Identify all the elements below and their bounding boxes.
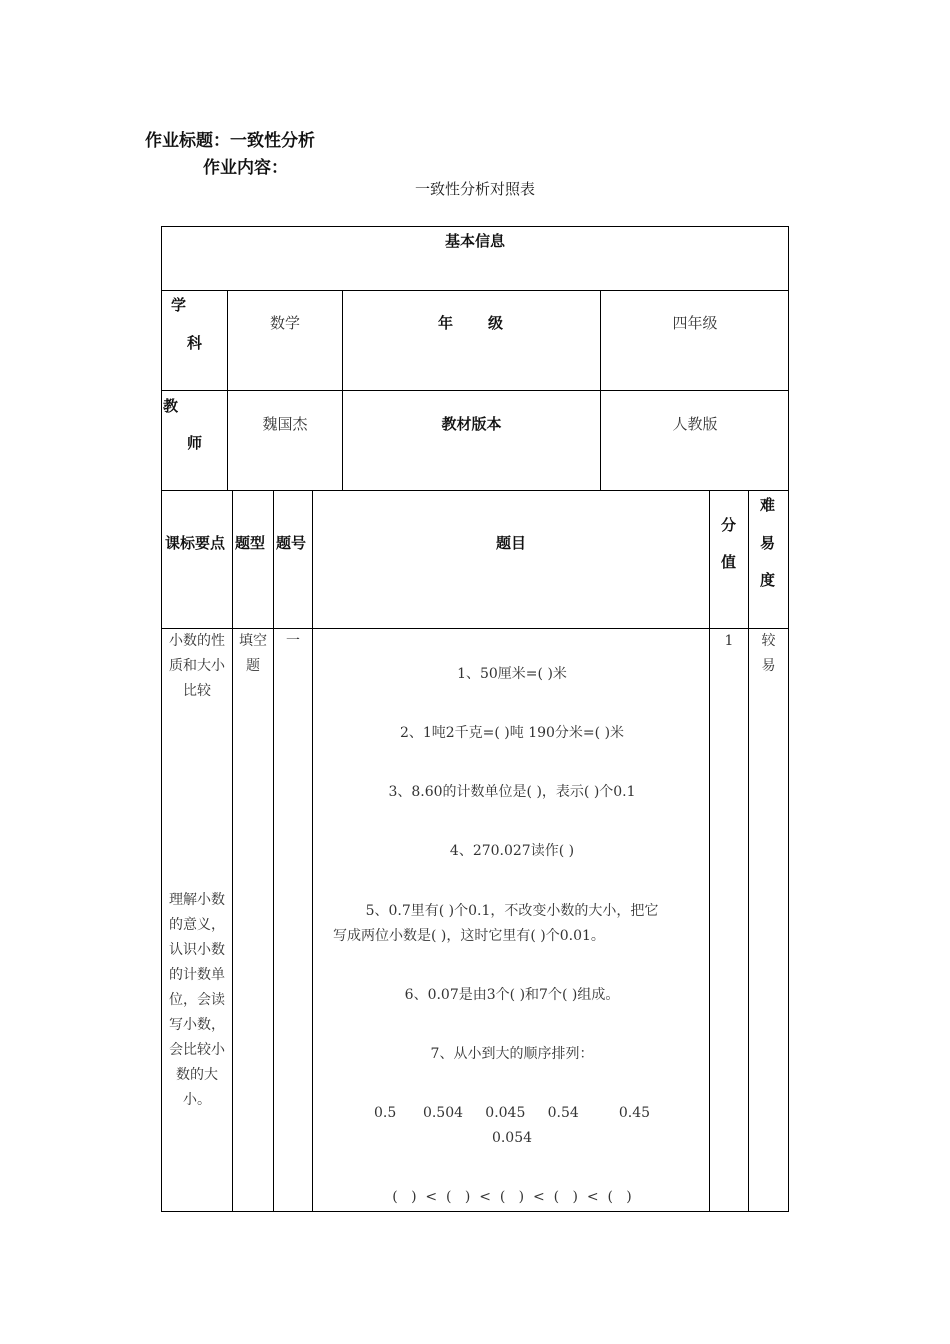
standard-point-a-line: 比较 (183, 683, 211, 699)
difficulty-line: 较 (761, 633, 776, 649)
question-type-line: 题 (246, 658, 260, 674)
score-value: 1 (724, 633, 734, 649)
question-item: 4、270.027读作( ) (449, 843, 575, 859)
standard-point-b (162, 888, 232, 1113)
standard-point-b-line: 的计数单 (169, 967, 225, 983)
col-divider-1 (232, 490, 233, 1212)
border-row2 (161, 390, 789, 391)
question-type-line: 填空 (239, 633, 267, 649)
standard-point-b-line: 写小数， (169, 1017, 225, 1033)
border-row1 (161, 290, 789, 291)
question-item: 5、0.7里有( )个0.1，不改变小数的大小，把它 (365, 903, 659, 919)
col-divider-2 (273, 490, 274, 1212)
basic-info-heading: 基本信息 (444, 232, 505, 250)
consistency-table (161, 226, 789, 1212)
teacher-value: 魏国杰 (262, 415, 308, 433)
col-divider-5 (748, 490, 749, 1212)
col-header-standard: 课标要点 (165, 534, 226, 552)
col-header-type: 题型 (235, 534, 266, 552)
grade-label-char-2: 级 (488, 314, 504, 332)
standard-point-b-line: 数的大 (176, 1067, 218, 1083)
subject-label-char-2: 科 (187, 334, 203, 352)
question-list (313, 629, 711, 1211)
standard-point-b-line: 的意义， (169, 917, 225, 933)
col-header-question: 题目 (495, 534, 526, 552)
question-number: 一 (286, 633, 300, 649)
border-bottom (161, 1211, 789, 1212)
standard-point-b-line: 理解小数 (169, 892, 225, 908)
question-item: 写成两位小数是( )，这时它里有( )个0.01。 (333, 928, 605, 944)
border-top (161, 226, 789, 227)
question-item: 2、1吨2千克=( )吨 190分米=( )米 (399, 725, 625, 741)
col-header-difficulty-char-2: 易 (760, 534, 776, 552)
assignment-title: 作业标题：一致性分析 (145, 131, 315, 151)
subject-value: 数学 (269, 314, 300, 332)
difficulty-value (749, 629, 788, 679)
teacher-label-char-2: 师 (187, 434, 203, 452)
standard-point-a-line: 小数的性 (169, 633, 225, 649)
standard-point-a-line: 质和大小 (169, 658, 225, 674)
question-item: 6、0.07是由3个( )和7个( )组成。 (404, 987, 620, 1003)
question-item: 3、8.60的计数单位是( )，表示( )个0.1 (388, 784, 636, 800)
col-header-score-char-2: 值 (721, 553, 737, 571)
col-header-difficulty-char-1: 难 (760, 496, 776, 514)
edition-label: 教材版本 (441, 415, 502, 433)
standard-point-b-line: 小。 (183, 1092, 211, 1108)
col-header-score-char-1: 分 (721, 516, 737, 534)
col-header-difficulty-char-3: 度 (760, 571, 776, 589)
teacher-label-char-1: 教 (163, 397, 179, 415)
info-divider-2 (342, 290, 343, 490)
col-header-number: 题号 (276, 534, 307, 552)
question-item: ( ) < ( ) < ( ) < ( ) < ( ) (392, 1189, 632, 1205)
question-item: 7、从小到大的顺序排列： (430, 1046, 594, 1062)
edition-value: 人教版 (672, 415, 718, 433)
grade-value: 四年级 (672, 314, 718, 332)
standard-point-b-line: 位，会读 (169, 992, 225, 1008)
question-item: 0.054 (491, 1130, 533, 1146)
question-item: 1、50厘米=( )米 (457, 666, 567, 682)
difficulty-line: 易 (761, 658, 776, 674)
standard-point-a (162, 629, 232, 704)
border-row3 (161, 490, 789, 491)
standard-point-b-line: 会比较小 (169, 1042, 225, 1058)
question-item: 0.5 0.504 0.045 0.54 0.45 (373, 1105, 651, 1121)
subject-label-char-1: 学 (171, 296, 187, 314)
assignment-content-label: 作业内容： (203, 158, 288, 178)
standard-point-b-line: 认识小数 (169, 942, 225, 958)
grade-label-char-1: 年 (438, 314, 454, 332)
question-type (233, 629, 273, 679)
border-right (788, 226, 789, 1212)
table-title: 一致性分析对照表 (414, 180, 535, 198)
